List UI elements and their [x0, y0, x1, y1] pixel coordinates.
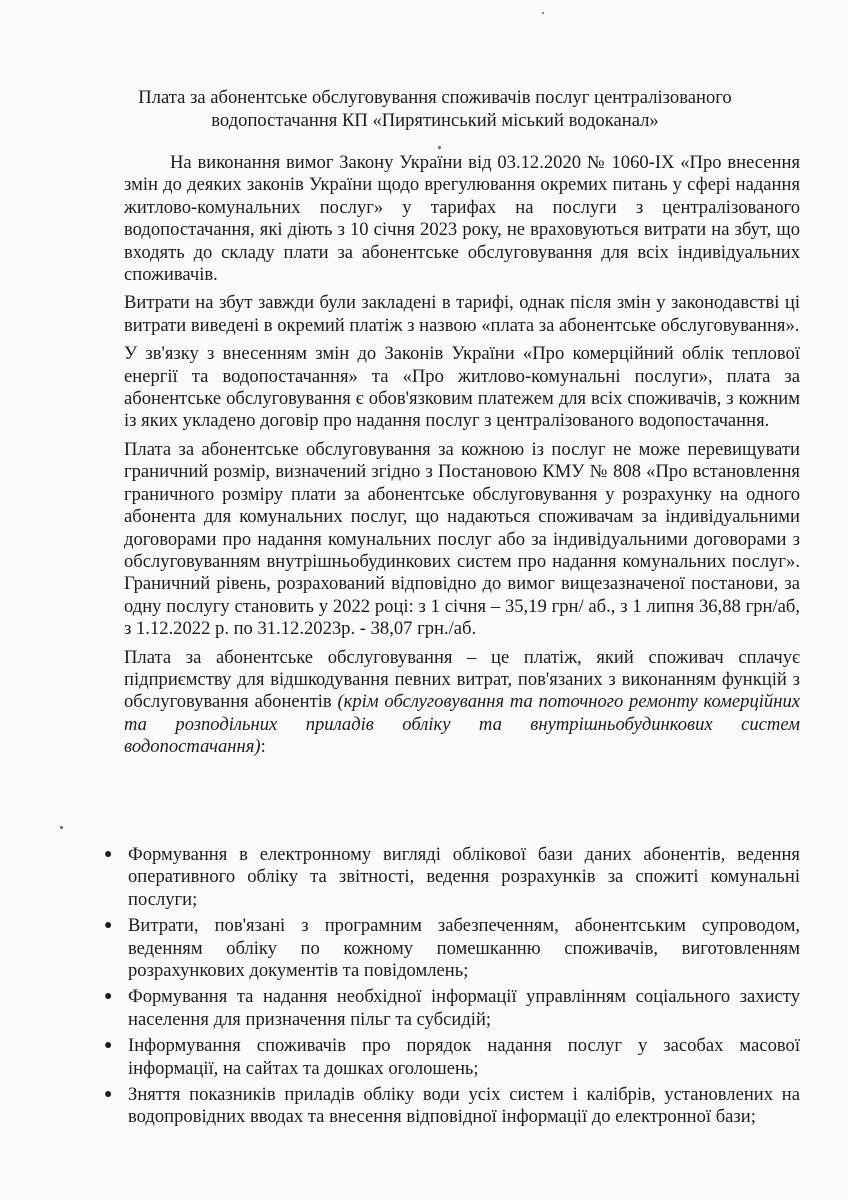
- document-title: Плата за абонентське обслуговування споживачів послуг централізованого водопостачання КП «Пирятинський міський водоканал»: [138, 87, 732, 131]
- bullet-icon: ●: [104, 847, 113, 862]
- list-item-text: Формування та надання необхідної інформації управлінням соціального захисту населення для призначення пільг та субсидій;: [128, 986, 800, 1030]
- list-item: [104, 915, 800, 982]
- bullet-icon: ●: [104, 1087, 113, 1103]
- list-item: [104, 1035, 800, 1080]
- scan-speck: [542, 12, 544, 14]
- paragraph-mandatory-payment: У зв'язку з внесенням змін до Законів України «Про комерційний облік теплової енергії та водопостачання» та «Про житлово-комунальні послуги», плата за абонентське обслуговування є обов'язковим платежем для всіх споживачів, з кожним із яких укладено договір про надання послуг з централізованого водопостачання.: [124, 343, 800, 432]
- list-item: [104, 844, 800, 911]
- scan-speck: [438, 146, 441, 149]
- list-item-text: Витрати, пов'язані з програмним забезпеченням, абонентським супроводом, веденням обліку по кожному помешканню споживачів, виготовленням розрахункових документів та повідомлень;: [128, 915, 800, 982]
- definition-text: Плата за абонентське обслуговування – це платіж, який споживач сплачує підприємству для відшкодування певних витрат, пов'язаних з виконанням функцій з обслуговування абонентів: [124, 646, 800, 713]
- list-item: [104, 1084, 800, 1129]
- list-item-text: Інформування споживачів про порядок надання послуг у засобах масової інформації, на сайтах та дошках оголошень;: [128, 1035, 800, 1079]
- list-item: [104, 986, 800, 1031]
- bullet-icon: ●: [104, 1038, 113, 1054]
- paragraph-law: На виконання вимог Закону України від 03.12.2020 № 1060-IX «Про внесення змін до деяких законів України щодо врегулювання окремих питань у сфері надання житлово-комунальних послуг» у тарифах на послуги з централізованого водопостачання, які діють з 10 січня 2023 року, не враховуються витрати на збут, що входять до складу плати за абонентське обслуговування для всіх індивідуальних споживачів.: [124, 152, 800, 286]
- paragraph-definition: [124, 647, 800, 759]
- bullet-icon: ●: [104, 918, 113, 934]
- list-item-text: Формування в електронному вигляді облікової бази даних абонентів, ведення оперативного обліку та звітності, ведення розрахунків за спожиті комунальні послуги;: [128, 844, 800, 910]
- scan-speck: [60, 826, 63, 829]
- definition-italic-note: (крім обслуговування та поточного ремонту комерційних та розподільних приладів обліку та внутрішньобудинкових систем водопостачання): [124, 691, 800, 758]
- document-body: [124, 152, 800, 759]
- definition-tail: :: [260, 736, 266, 758]
- bullet-icon: ●: [104, 989, 113, 1005]
- paragraph-sales-costs: Витрати на збут завжди були закладені в тарифі, однак після змін у законодавстві ці витрати виведені в окремий платіж з назвою «плата за абонентське обслуговування».: [124, 292, 800, 336]
- list-item-text: Зняття показників приладів обліку води усіх систем і калібрів, установлених на водопровідних вводах та внесення відповідної інформації до електронної бази;: [128, 1084, 800, 1128]
- services-list: [104, 844, 800, 1133]
- paragraph-limit: Плата за абонентське обслуговування за кожною із послуг не може перевищувати граничний розмір, визначений згідно з Постановою КМУ № 808 «Про встановлення граничного розміру плати за абонентське обслуговування у розрахунку на одного абонента для комунальних послуг, що надаються споживачам за індивідуальними договорами про надання комунальних послуг або за індивідуальними договорами з обслуговуванням внутрішньобудинкових систем про надання комунальних послуг». Граничний рівень, розрахований відповідно до вимог вищезазначеної постанови, за одну послугу становить у 2022 році: з 1 січня – 35,19 грн/ аб., з 1 липня 36,88 грн/аб, з 1.12.2022 р. по 31.12.2023р. - 38,07 грн./аб.: [124, 438, 800, 640]
